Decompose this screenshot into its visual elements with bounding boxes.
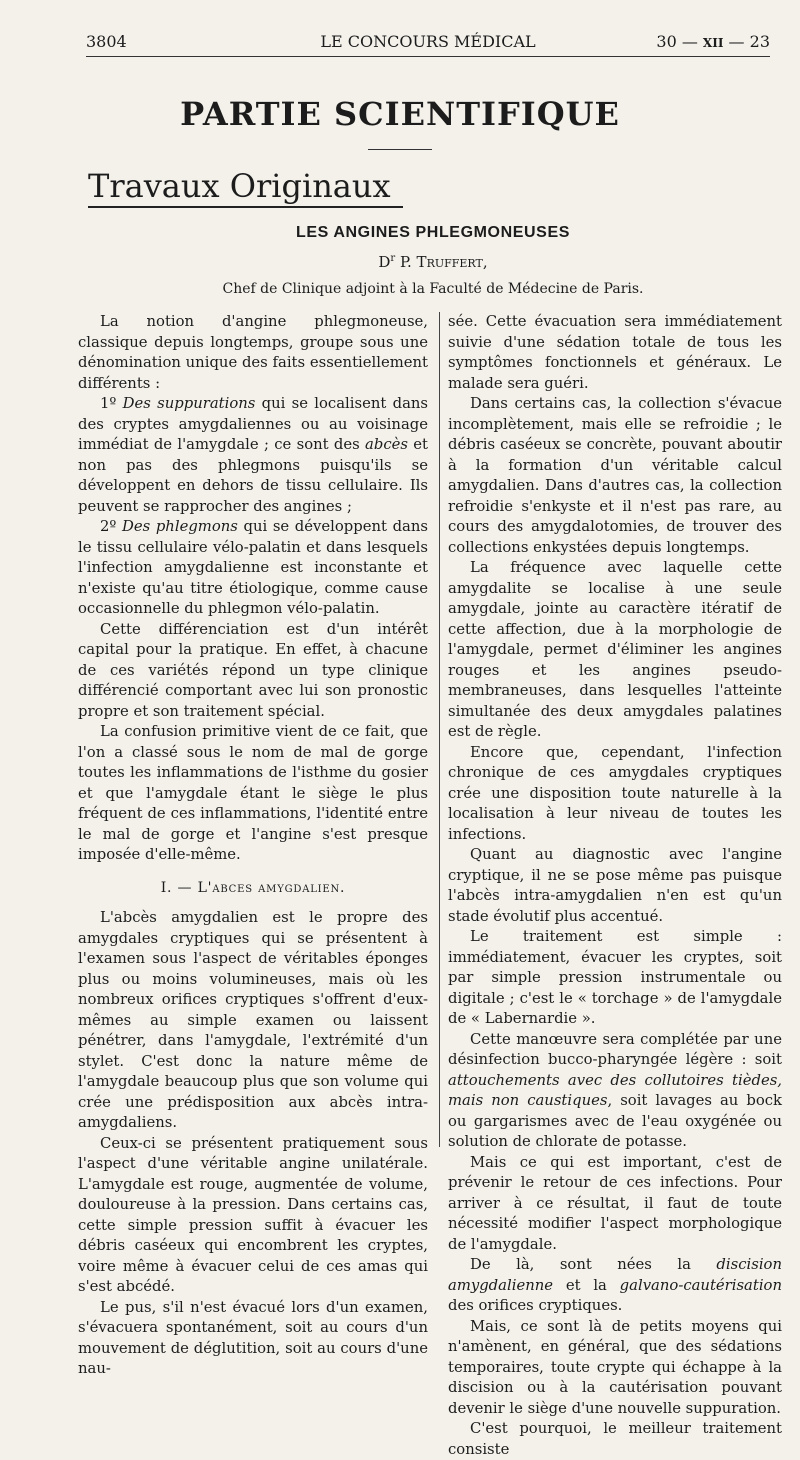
text: qui se localisent dans des cryptes amygdaliennes ou au voisinage immédiat de l'amygdale ; ce sont des: [78, 395, 429, 453]
article-title: LES ANGINES PHLEGMONEUSES: [296, 224, 570, 241]
author-prefix: D: [378, 253, 391, 271]
subheading-number: I. —: [160, 879, 198, 896]
emphasis: galvano-cautérisation: [619, 1276, 782, 1294]
paragraph: [78, 394, 428, 517]
emphasis: Des suppurations: [122, 395, 256, 412]
list-number: 2º: [100, 518, 122, 535]
paragraph: L'abcès amygdalien est le propre des amygdales cryptiques qui se présentent à l'examen sous l'aspect de véritables éponges plus ou moins volumineuses, mais où les nombreux orifices cryptiques s'offrent d'eux-mêmes au simple examen ou laissent pénétrer, dans l'amygdale, l'extrémité d'un stylet. C'est donc la nature même de l'amygdale beaucoup plus que son volume qui crée une prédisposition aux abcès intra-amygdaliens.: [78, 909, 428, 1131]
author-affiliation: Chef de Clinique adjoint à la Faculté de Médecine de Paris.: [222, 281, 644, 297]
date-day: 30 —: [656, 32, 703, 51]
paragraph: C'est pourquoi, le meilleur traitement consiste: [448, 1420, 782, 1458]
rubric-title: Travaux Originaux: [88, 167, 391, 205]
emphasis: abcès: [365, 436, 408, 453]
header-rule: [86, 56, 770, 57]
article-author: [0, 253, 800, 271]
rubric-rule: [88, 206, 403, 208]
text: De là, sont nées la: [470, 1256, 717, 1273]
paragraph: La confusion primitive vient de ce fait, que l'on a classé sous le nom de mal de gorge toutes les inflammations de l'isthme du gosier et que l'amygdale étant le siège le plus fréquent de ces inflammations, l'identité entre le mal de gorge et l'angine s'est presque imposée d'elle-même.: [78, 723, 428, 863]
running-header: [86, 32, 770, 52]
paragraph: Le pus, s'il n'est évacué lors d'un examen, s'évacuera spontanément, soit au cours d'un mouvement de déglutition, soit au cours d'une nau-: [78, 1298, 428, 1377]
paragraph: Ceux-ci se présentent pratiquement sous l'aspect d'une véritable angine unilatérale. L'amygdale est rouge, augmentée de volume, douloureuse à la pression. Dans certains cas, cette simple pression suffit à évacuer les débris caséeux qui encombrent les cryptes, voire même à évacuer celui de ces amas qui s'est abcédé.: [78, 1134, 428, 1295]
paragraph: [448, 1255, 782, 1317]
text: et non pas des phlegmons puisqu'ils se développent en dehors de tissu cellulaire. Ils peuvent se rapprocher des angines ;: [78, 436, 428, 515]
paragraph: Encore que, cependant, l'infection chronique de ces amygdales cryptiques crée une disposition toute naturelle à la localisation à leur niveau de toutes les infections.: [448, 743, 782, 843]
column-divider: [439, 312, 440, 1147]
author-sup: r: [390, 253, 396, 264]
page-number: 3804: [86, 32, 127, 51]
paragraph: Cette différenciation est d'un intérêt capital pour la pratique. En effet, à chacune de ces variétés répond un type clinique différencié comportant avec lui son pronostic propre et son traitement spécial.: [78, 620, 428, 720]
issue-date: [656, 32, 770, 53]
section-title: PARTIE SCIENTIFIQUE: [180, 95, 620, 133]
text: des orifices cryptiques.: [448, 1297, 623, 1314]
paragraph: Le traitement est simple : immédiatement, évacuer les cryptes, soit par simple pression instrumentale ou digitale ; c'est le « torchage » de l'amygdale de « Labernardie ».: [448, 928, 782, 1027]
emphasis: attouchements avec des collutoires tièdes, mais non caustiques: [448, 1071, 782, 1109]
paragraph: sée. Cette évacuation sera immédiatement suivie d'une sédation totale de tous les symptômes fonctionnels et généraux. Le malade sera guéri.: [448, 313, 782, 392]
date-month: XII: [702, 36, 724, 50]
emphasis: discision amygdalienne: [448, 1256, 782, 1294]
author-name: P. Truffert,: [395, 253, 488, 271]
text: Cette manœuvre sera complétée par une désinfection bucco-pharyngée légère : soit: [448, 1030, 782, 1068]
paragraph: [78, 517, 428, 620]
right-column: [448, 312, 782, 1460]
emphasis: Des phlegmons: [122, 518, 238, 535]
paragraph: Mais ce qui est important, c'est de prévenir le retour de ces infections. Pour arriver à ce résultat, il faut de toute nécessité modifier l'aspect morphologique de l'amygdale.: [448, 1153, 782, 1253]
text: et la: [553, 1276, 620, 1294]
paragraph: La notion d'angine phlegmoneuse, classique depuis longtemps, groupe sous une dénomination unique des faits essentiellement différents :: [78, 313, 428, 392]
text: qui se développent dans le tissu cellulaire vélo-palatin et dans lesquels l'infection amygdalienne est inconstante et n'existe qu'au titre étiologique, comme cause occasionnelle du phlegmon vélo-palatin.: [78, 518, 428, 617]
subheading-text: L'abces amygdalien.: [197, 879, 346, 896]
left-column: [78, 312, 428, 1380]
paragraph: [448, 1030, 782, 1153]
paragraph: Mais, ce sont là de petits moyens qui n'amènent, en général, que des sédations temporaires, toute crypte qui échappe à la discision ou à la cautérisation pouvant devenir le siège d'une nouvelle suppuration.: [448, 1317, 782, 1417]
paragraph: Dans certains cas, la collection s'évacue incomplètement, mais elle se refroidie ; le débris caséeux se concrète, pouvant aboutir à la formation d'un véritable calcul amygdalien. Dans d'autres cas, la collection refroidie s'enkyste et il n'est pas rare, au cours des amygdalotomies, de trouver des collections enkystées depuis longtemps.: [448, 395, 782, 556]
journal-title: LE CONCOURS MÉDICAL: [320, 32, 536, 51]
section-rule: [368, 149, 432, 150]
paragraph: La fréquence avec laquelle cette amygdalite se localise à une seule amygdale, jointe au caractère itératif de cette affection, due à la morphologie de l'amygdale, permet d'éliminer les angines rouges et les angines pseudo-membraneuses, dans lesquelles l'atteinte simultanée des deux amygdales palatines est de règle.: [448, 559, 782, 740]
date-year: — 23: [723, 32, 770, 51]
text: , soit lavages au bock ou gargarismes avec de l'eau oxygénée ou solution de chlorate de potasse.: [448, 1092, 782, 1150]
subheading: [78, 878, 428, 899]
list-number: 1º: [100, 395, 123, 412]
paragraph: Quant au diagnostic avec l'angine cryptique, il ne se pose même pas puisque l'abcès intra-amygdalien n'en est qu'un stade évolutif plus accentué.: [448, 846, 782, 925]
